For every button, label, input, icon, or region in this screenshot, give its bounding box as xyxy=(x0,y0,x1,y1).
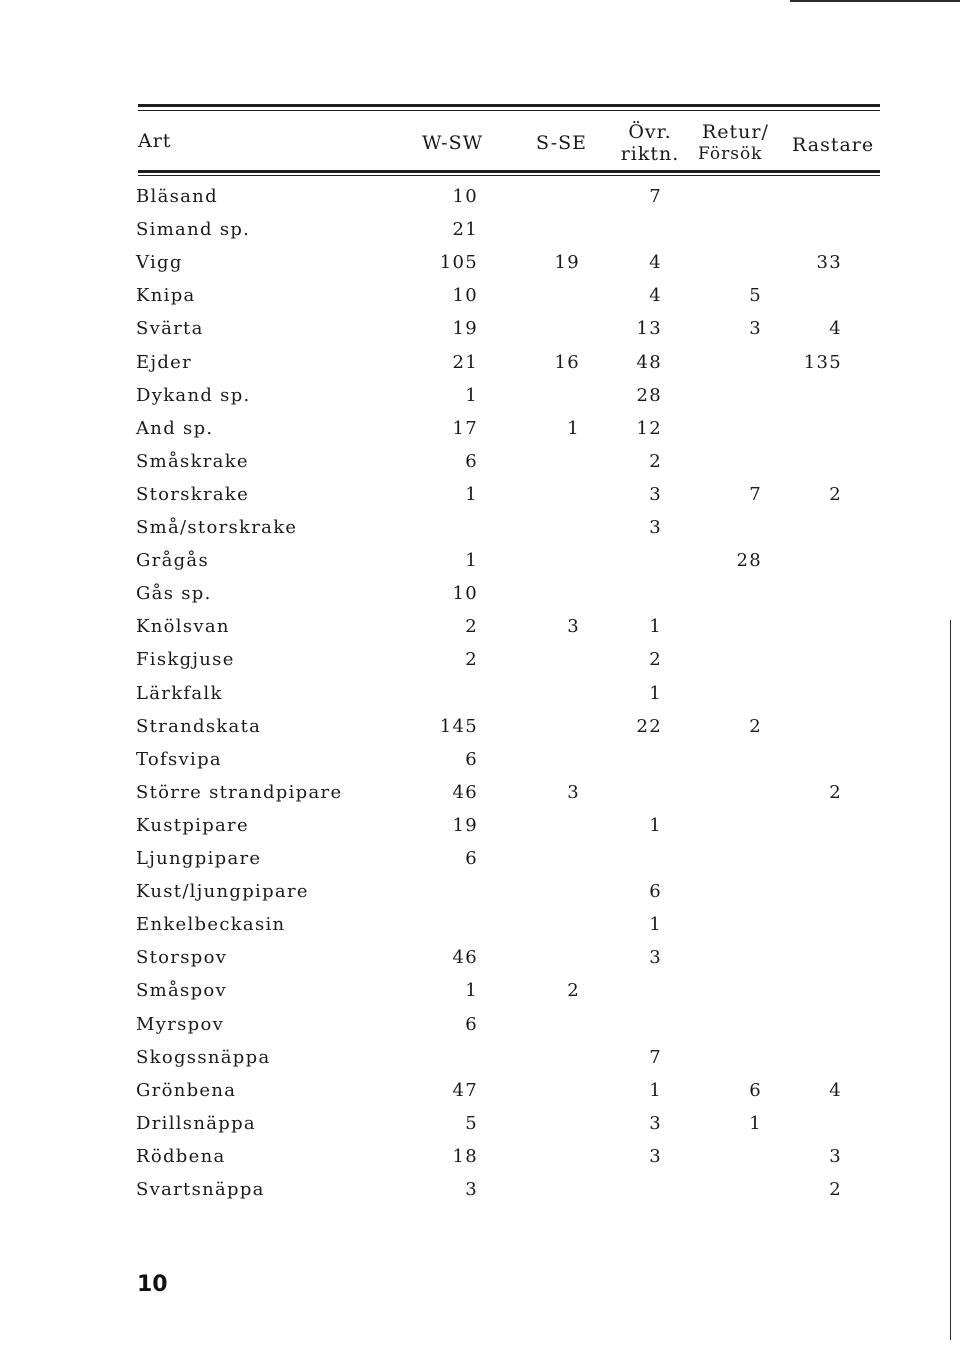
table-row xyxy=(0,1179,960,1212)
cell-sse: 1 xyxy=(567,417,580,439)
cell-wsw: 10 xyxy=(452,186,478,207)
cell-wsw: 46 xyxy=(452,781,478,803)
cell-ras: 3 xyxy=(829,1145,842,1167)
table-row xyxy=(0,649,960,682)
cell-wsw: 2 xyxy=(465,649,478,671)
cell-art: Dykand sp. xyxy=(136,384,251,406)
cell-ovr: 7 xyxy=(649,186,662,207)
cell-art: Små/storskrake xyxy=(136,517,298,538)
cell-ovr: 13 xyxy=(636,318,662,340)
cell-wsw: 6 xyxy=(465,1013,478,1035)
cell-wsw: 145 xyxy=(439,715,478,737)
cell-ovr: 3 xyxy=(649,947,662,969)
cell-ovr: 1 xyxy=(649,814,662,836)
header-bottom-rule-thin xyxy=(138,175,880,176)
cell-art: Större strandpipare xyxy=(136,781,343,803)
cell-art: Småskrake xyxy=(136,450,249,472)
cell-art: Svärta xyxy=(136,318,204,340)
table-row xyxy=(0,1014,960,1047)
header-ovr-line1: Övr. xyxy=(628,121,672,143)
cell-art: Gås sp. xyxy=(136,583,212,605)
cell-art: And sp. xyxy=(136,417,214,439)
header-retur-forsok xyxy=(698,122,788,164)
cell-ovr: 1 xyxy=(649,914,662,936)
cell-wsw: 1 xyxy=(465,483,478,505)
cell-ras: 33 xyxy=(816,252,842,274)
table-row xyxy=(0,318,960,351)
cell-wsw: 18 xyxy=(452,1145,478,1167)
cell-ovr: 3 xyxy=(649,517,662,538)
cell-art: Grönbena xyxy=(136,1079,237,1101)
cell-art: Storskrake xyxy=(136,483,250,505)
cell-wsw: 1 xyxy=(465,550,478,572)
cell-wsw: 47 xyxy=(452,1079,478,1101)
cell-art: Småspov xyxy=(136,980,227,1002)
cell-ret: 1 xyxy=(749,1112,762,1134)
cell-ovr: 4 xyxy=(649,285,662,307)
cell-ovr: 28 xyxy=(636,384,662,406)
cell-ovr: 1 xyxy=(649,1079,662,1101)
cell-ovr: 1 xyxy=(649,616,662,638)
table-row xyxy=(0,881,960,914)
table-row xyxy=(0,385,960,418)
cell-ovr: 3 xyxy=(649,1112,662,1134)
cell-ras: 2 xyxy=(829,1179,842,1200)
table-top-rule-thin xyxy=(138,110,880,111)
cell-sse: 19 xyxy=(554,252,580,274)
cell-ras: 4 xyxy=(829,1079,842,1101)
cell-wsw: 6 xyxy=(465,848,478,869)
cell-wsw: 19 xyxy=(452,318,478,340)
cell-art: Enkelbeckasin xyxy=(136,914,286,936)
table-row xyxy=(0,517,960,550)
cell-ovr: 12 xyxy=(636,417,662,439)
cell-wsw: 17 xyxy=(452,417,478,439)
table-row xyxy=(0,947,960,980)
table-top-rule xyxy=(138,104,880,107)
table-row xyxy=(0,1047,960,1080)
table-row xyxy=(0,484,960,517)
cell-art: Myrspov xyxy=(136,1013,225,1035)
table-row xyxy=(0,186,960,219)
cell-ret: 6 xyxy=(749,1079,762,1101)
table-row xyxy=(0,980,960,1013)
cell-wsw: 2 xyxy=(465,616,478,638)
cell-ret: 3 xyxy=(749,318,762,340)
cell-art: Drillsnäppa xyxy=(136,1112,256,1134)
table-row xyxy=(0,418,960,451)
table-row xyxy=(0,914,960,947)
cell-sse: 2 xyxy=(567,980,580,1002)
table-row xyxy=(0,583,960,616)
table-row xyxy=(0,1146,960,1179)
cell-art: Lärkfalk xyxy=(136,682,223,704)
cell-art: Bläsand xyxy=(136,186,218,207)
header-retur-line2: Försök xyxy=(698,144,763,164)
cell-wsw: 1 xyxy=(465,384,478,406)
cell-wsw: 6 xyxy=(465,450,478,472)
cell-wsw: 3 xyxy=(465,1179,478,1200)
table-row xyxy=(0,848,960,881)
cell-ovr: 2 xyxy=(649,450,662,472)
cell-ovr: 22 xyxy=(636,715,662,737)
cell-ret: 28 xyxy=(736,550,762,572)
header-art: Art xyxy=(138,130,172,152)
table-row xyxy=(0,252,960,285)
cell-art: Rödbena xyxy=(136,1145,226,1167)
cell-ras: 135 xyxy=(803,351,842,373)
cell-sse: 3 xyxy=(567,616,580,638)
cell-sse: 16 xyxy=(554,351,580,373)
cell-art: Simand sp. xyxy=(136,219,251,241)
cell-ras: 2 xyxy=(829,483,842,505)
cell-ret: 7 xyxy=(749,483,762,505)
table-row xyxy=(0,285,960,318)
cell-wsw: 10 xyxy=(452,285,478,307)
cell-art: Fiskgjuse xyxy=(136,649,235,671)
cell-ovr: 1 xyxy=(649,682,662,704)
header-rastare: Rastare xyxy=(792,134,875,156)
cell-sse: 3 xyxy=(567,781,580,803)
table-row xyxy=(0,550,960,583)
table-row xyxy=(0,782,960,815)
cell-ovr: 7 xyxy=(649,1046,662,1068)
cell-ovr: 2 xyxy=(649,649,662,671)
header-w-sw: W-SW xyxy=(422,132,484,154)
cell-art: Knölsvan xyxy=(136,616,230,638)
header-ovr-riktn xyxy=(614,122,686,164)
cell-art: Strandskata xyxy=(136,715,262,737)
cell-ras: 2 xyxy=(829,781,842,803)
cell-ret: 5 xyxy=(749,285,762,307)
cell-wsw: 1 xyxy=(465,980,478,1002)
cell-ovr: 48 xyxy=(636,351,662,373)
header-ovr-line2: riktn. xyxy=(620,143,680,165)
cell-ovr: 6 xyxy=(649,881,662,903)
table-row xyxy=(0,451,960,484)
table-row xyxy=(0,749,960,782)
cell-wsw: 21 xyxy=(452,219,478,241)
table-row xyxy=(0,716,960,749)
cell-wsw: 10 xyxy=(452,583,478,605)
header-retur-line1: Retur/ xyxy=(702,121,769,143)
table-row xyxy=(0,683,960,716)
scan-edge-top xyxy=(790,0,960,2)
cell-wsw: 46 xyxy=(452,947,478,969)
table-row xyxy=(0,616,960,649)
cell-ras: 4 xyxy=(829,318,842,340)
header-bottom-rule xyxy=(138,170,880,173)
cell-art: Storspov xyxy=(136,947,228,969)
cell-wsw: 19 xyxy=(452,814,478,836)
cell-ovr: 3 xyxy=(649,483,662,505)
cell-art: Svartsnäppa xyxy=(136,1179,265,1200)
cell-art: Skogssnäppa xyxy=(136,1046,271,1068)
cell-art: Vigg xyxy=(136,252,183,274)
header-s-se: S-SE xyxy=(536,132,588,154)
page-number: 10 xyxy=(137,1272,168,1297)
cell-art: Kustpipare xyxy=(136,814,249,836)
table-row xyxy=(0,1113,960,1146)
cell-art: Tofsvipa xyxy=(136,748,222,770)
cell-wsw: 21 xyxy=(452,351,478,373)
cell-wsw: 5 xyxy=(465,1112,478,1134)
table-row xyxy=(0,219,960,252)
cell-ovr: 3 xyxy=(649,1145,662,1167)
cell-art: Knipa xyxy=(136,285,196,307)
cell-art: Ejder xyxy=(136,351,192,373)
table-row xyxy=(0,352,960,385)
cell-art: Grågås xyxy=(136,550,210,572)
table-row xyxy=(0,1080,960,1113)
cell-wsw: 6 xyxy=(465,748,478,770)
cell-ovr: 4 xyxy=(649,252,662,274)
cell-ret: 2 xyxy=(749,715,762,737)
cell-art: Ljungpipare xyxy=(136,848,262,869)
cell-art: Kust/ljungpipare xyxy=(136,881,309,903)
cell-wsw: 105 xyxy=(439,252,478,274)
table-row xyxy=(0,815,960,848)
